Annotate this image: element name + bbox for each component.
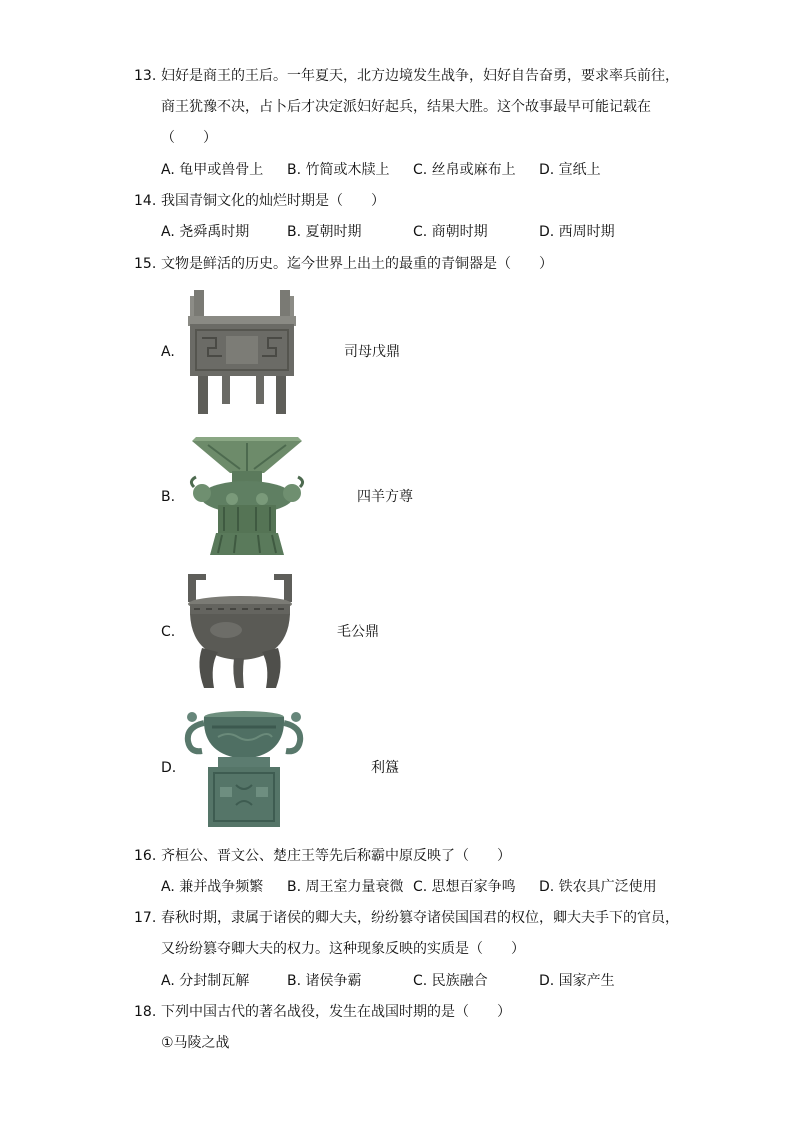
option-a[interactable]: A. 龟甲或兽骨上 — [161, 162, 264, 178]
option-letter: B. — [161, 489, 176, 505]
answer-blank: （ ） — [161, 130, 217, 146]
option-b[interactable]: B. 周王室力量衰微 — [287, 879, 404, 895]
option-b[interactable]: B. 夏朝时期 — [287, 224, 362, 240]
option-letter: D. — [161, 760, 177, 776]
question-number: 16. — [134, 848, 157, 864]
option-a[interactable]: A. 兼并战争频繁 — [161, 879, 264, 895]
question-number: 17. — [134, 910, 157, 926]
option-d[interactable]: D. 西周时期 — [539, 224, 615, 240]
question-text-line: 春秋时期，隶属于诸侯的卿大夫，纷纷篡夺诸侯国国君的权位，卿大夫手下的官员， — [161, 910, 679, 926]
option-caption: 毛公鼎 — [337, 624, 379, 640]
option-b[interactable]: B. 竹简或木牍上 — [287, 162, 390, 178]
question-number: 13. — [134, 68, 157, 84]
option-d[interactable]: D. 国家产生 — [539, 973, 615, 989]
option-b[interactable]: B. 诸侯争霸 — [287, 973, 362, 989]
option-c[interactable]: C. 商朝时期 — [413, 224, 488, 240]
gui-vessel-icon — [184, 709, 304, 829]
option-d[interactable]: D. 铁农具广泛使用 — [539, 879, 657, 895]
question-number: 15. — [134, 256, 157, 272]
option-a[interactable]: A. 尧舜禹时期 — [161, 224, 250, 240]
round-ding-icon — [186, 574, 294, 692]
question-number: 18. — [134, 1004, 157, 1020]
question-text-line: 又纷纷篡夺卿大夫的权力。这种现象反映的实质是（ ） — [161, 941, 525, 957]
square-ding-icon — [186, 290, 298, 416]
option-caption: 利簋 — [371, 760, 399, 776]
question-number: 14. — [134, 193, 157, 209]
question-text-line: 我国青铜文化的灿烂时期是（ ） — [161, 193, 385, 209]
option-c[interactable]: C. 思想百家争鸣 — [413, 879, 516, 895]
question-text-line: 下列中国古代的著名战役，发生在战国时期的是（ ） — [161, 1004, 511, 1020]
question-text-line: 妇好是商王的王后。一年夏天，北方边境发生战争，妇好自告奋勇，要求率兵前往， — [161, 68, 679, 84]
option-a[interactable]: A. 分封制瓦解 — [161, 973, 250, 989]
question-text-line: 文物是鲜活的历史。迄今世界上出土的最重的青铜器是（ ） — [161, 256, 553, 272]
option-caption: 四羊方尊 — [357, 489, 413, 505]
option-c[interactable]: C. 丝帛或麻布上 — [413, 162, 516, 178]
question-text-line: 商王犹豫不决，占卜后才决定派妇好起兵，结果大胜。这个故事最早可能记载在 — [161, 99, 651, 115]
option-letter: A. — [161, 344, 175, 360]
question-item: ①马陵之战 — [161, 1035, 230, 1051]
four-ram-zun-icon — [188, 435, 306, 557]
option-d[interactable]: D. 宣纸上 — [539, 162, 601, 178]
option-c[interactable]: C. 民族融合 — [413, 973, 488, 989]
option-letter: C. — [161, 624, 176, 640]
option-caption: 司母戊鼎 — [344, 344, 400, 360]
question-text-line: 齐桓公、晋文公、楚庄王等先后称霸中原反映了（ ） — [161, 848, 511, 864]
